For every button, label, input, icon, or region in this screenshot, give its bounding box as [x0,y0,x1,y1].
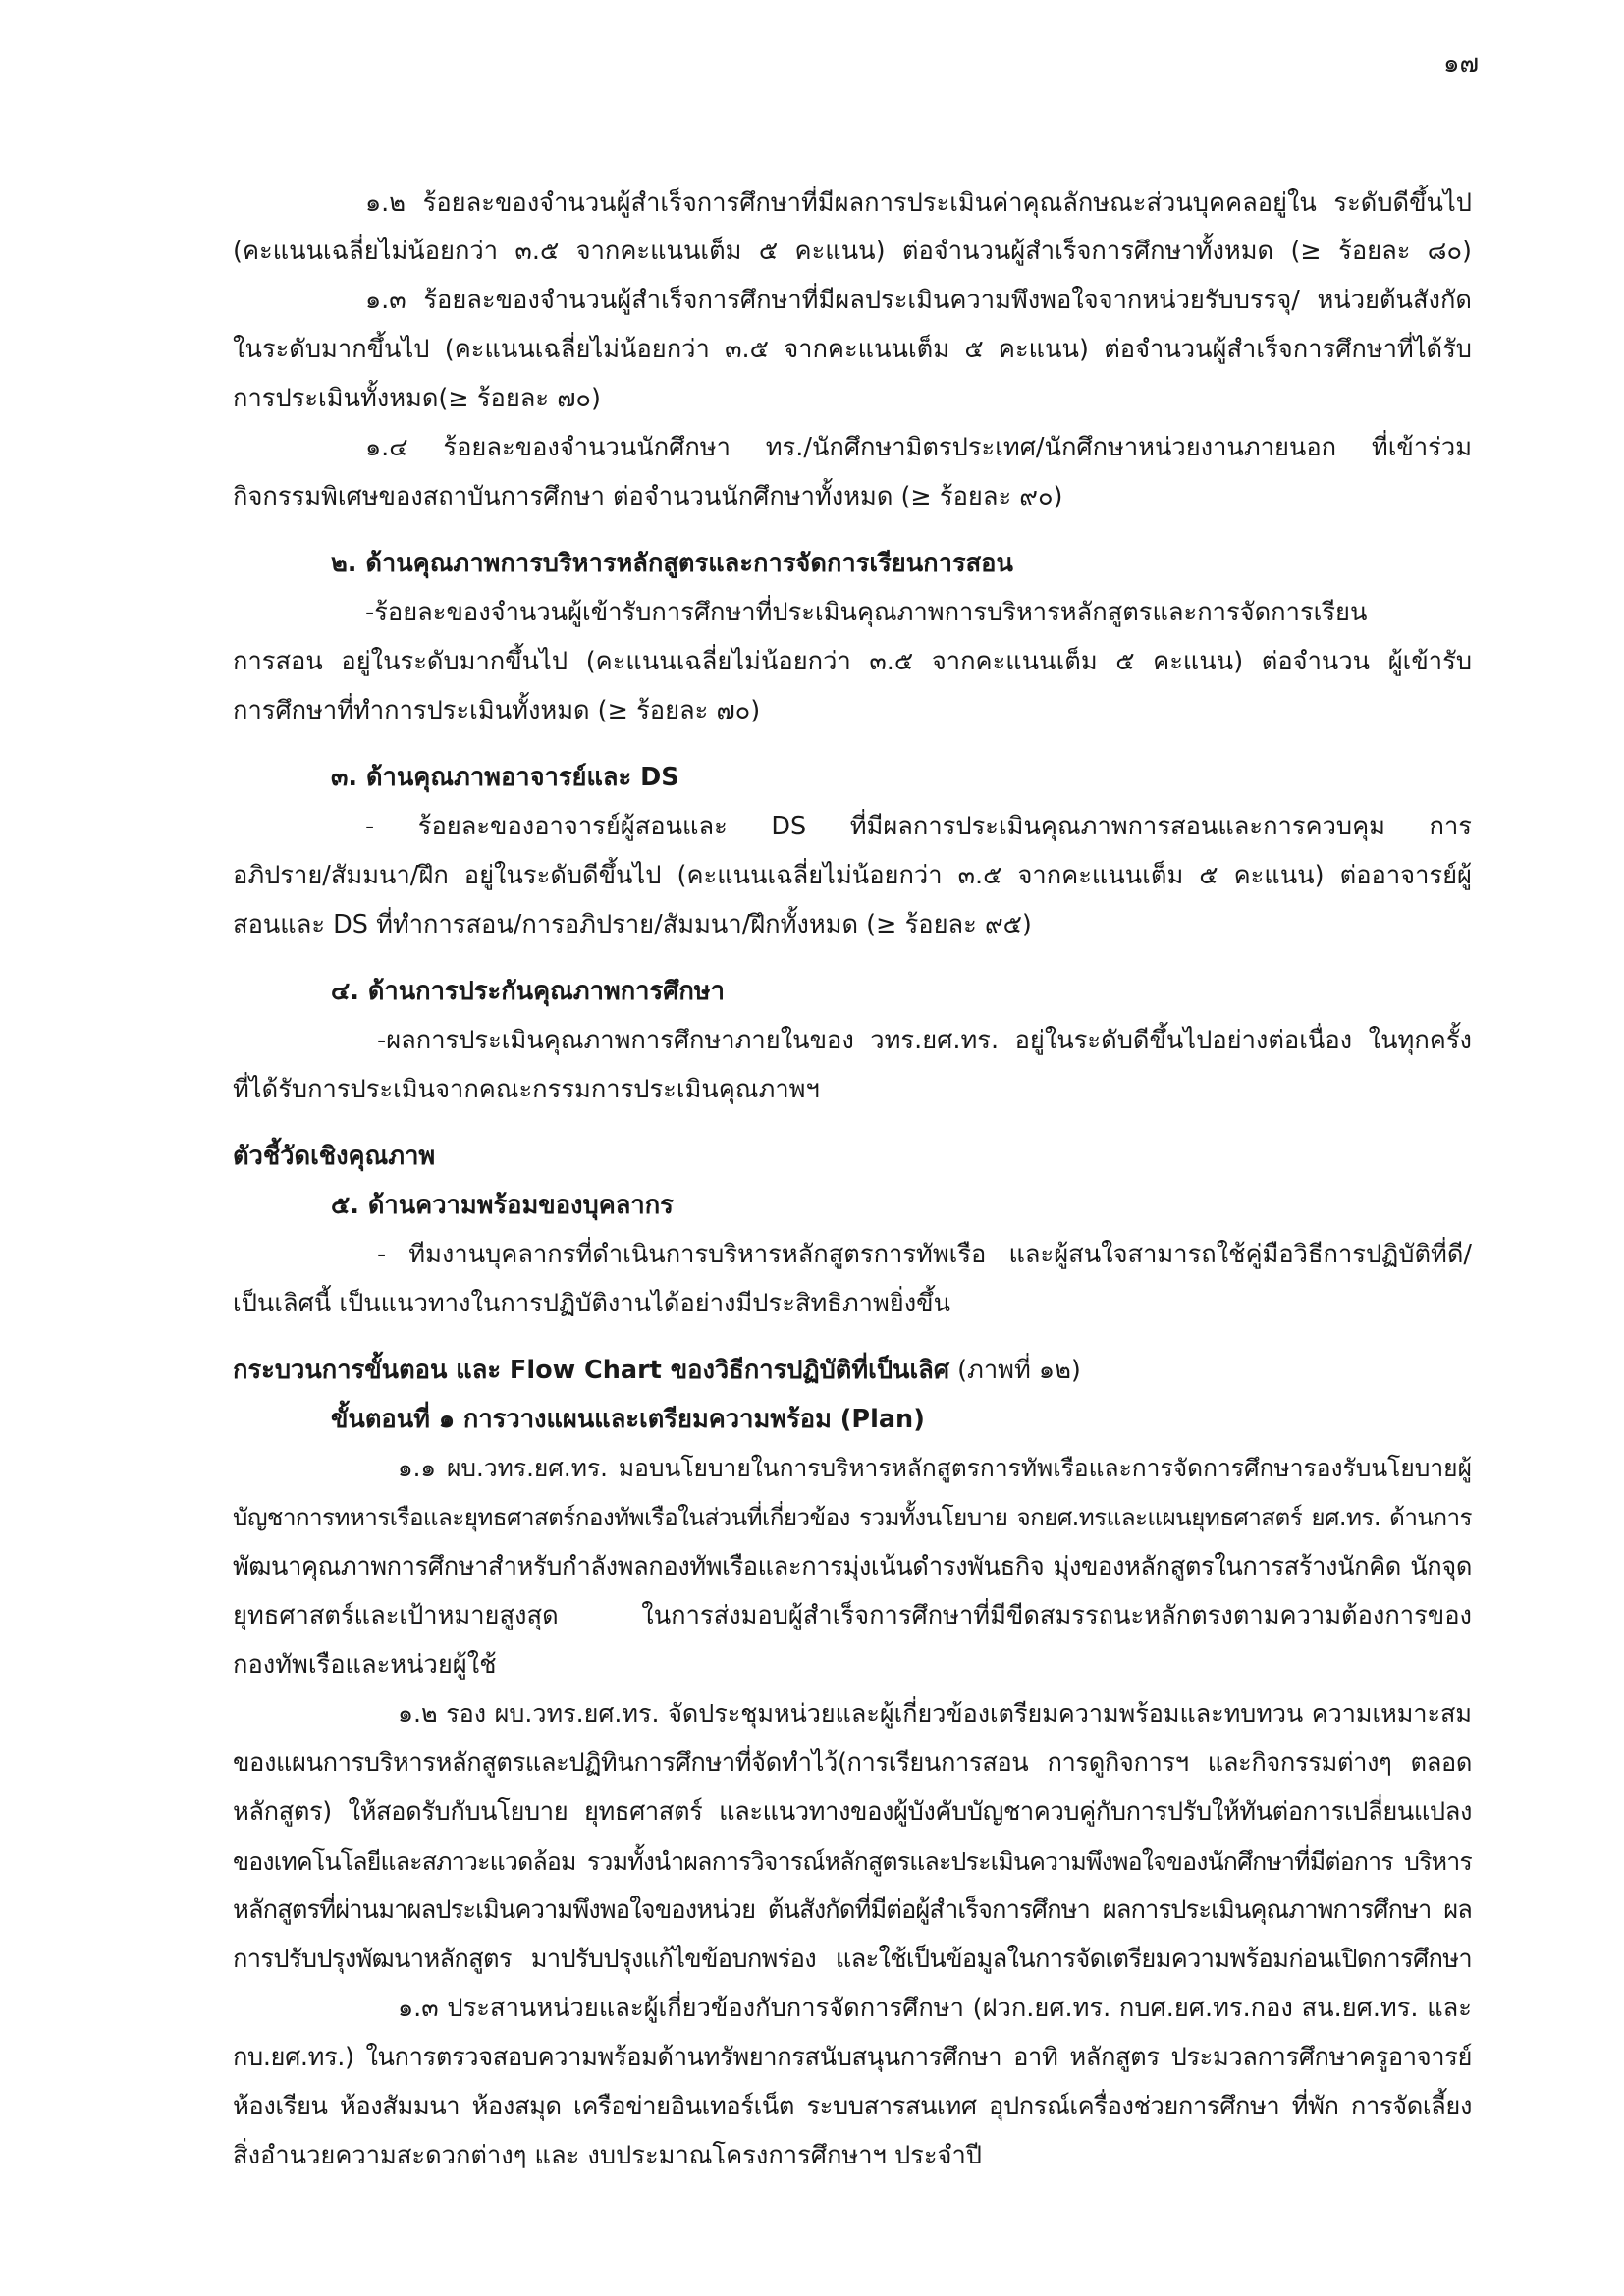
flow-chart-heading [233,1351,1472,1390]
text-line: ๑.๑ ผบ.วทร.ยศ.ทร. มอบนโยบายในการบริหารหลักสูตรการทัพเรือและการจัดการศึกษารองรับนโยบายผู้ [398,1454,1472,1482]
text-line: บัญชาการทหารเรือและยุทธศาสตร์กองทัพเรือในส่วนที่เกี่ยวข้อง รวมทั้งนโยบาย จกยศ.ทรและแผนยุทธศาสตร์ ยศ.ทร. ด้านการ [233,1503,1472,1531]
page-number: ๑๗ [1442,49,1479,79]
text-line: - ทีมงานบุคลากรที่ดำเนินการบริหารหลักสูตรการทัพเรือ และผู้สนใจสามารถใช้คู่มือวิธีการปฏิบัติที่ดี/ [377,1240,1472,1269]
section-heading: ๔. ด้านการประกันคุณภาพการศึกษา [331,977,725,1006]
text-line: - ร้อยละของอาจารย์ผู้สอนและ DS ที่มีผลการประเมินคุณภาพการสอนและการควบคุม การ [365,812,1472,841]
step-heading: ขั้นตอนที่ ๑ การวางแผนและเตรียมความพร้อม (Plan) [331,1405,925,1434]
text-line: อภิปราย/สัมมนา/ฝึก อยู่ในระดับดีขึ้นไป (คะแนนเฉลี่ยไม่น้อยกว่า ๓.๕ จากคะแนนเต็ม ๕ คะแนน) ต่ออาจารย์ผู้ [233,861,1472,890]
text-line: การศึกษาที่ทำการประเมินทั้งหมด (≥ ร้อยละ ๗๐) [233,696,761,725]
text-line: การสอน อยู่ในระดับมากขึ้นไป (คะแนนเฉลี่ยไม่น้อยกว่า ๓.๕ จากคะแนนเต็ม ๕ คะแนน) ต่อจำนวน ผู้เข้ารับ [233,647,1472,676]
text-line: ยุทธศาสตร์และเป้าหมายสูงสุด ในการส่งมอบผู้สำเร็จการศึกษาที่มีขีดสมรรถนะหลักตรงตามความต้องการของ [233,1601,1472,1630]
text-line: สิ่งอำนวยความสะดวกต่างๆ และ งบประมาณโครงการศึกษาฯ ประจำปี [233,2141,982,2170]
text-line: กิจกรรมพิเศษของสถาบันการศึกษา ต่อจำนวนนักศึกษาทั้งหมด (≥ ร้อยละ ๙๐) [233,482,1063,511]
text-line: ในระดับมากขึ้นไป (คะแนนเฉลี่ยไม่น้อยกว่า ๓.๕ จากคะแนนเต็ม ๕ คะแนน) ต่อจำนวนผู้สำเร็จการศึกษาที่ได้รับ [233,335,1472,364]
text-line: ๑.๓ ประสานหน่วยและผู้เกี่ยวข้องกับการจัดการศึกษา (ฝวก.ยศ.ทร. กบศ.ยศ.ทร.กอง สน.ยศ.ทร. และ [398,1994,1472,2023]
text-line: ๑.๒ รอง ผบ.วทร.ยศ.ทร. จัดประชุมหน่วยและผู้เกี่ยวข้องเตรียมความพร้อมและทบทวน ความเหมาะสม [398,1699,1472,1728]
text-line: (คะแนนเฉลี่ยไม่น้อยกว่า ๓.๕ จากคะแนนเต็ม ๕ คะแนน) ต่อจำนวนผู้สำเร็จการศึกษาทั้งหมด (≥ ร้อยละ ๘๐) [233,237,1472,266]
text-line: กองทัพเรือและหน่วยผู้ใช้ [233,1650,497,1680]
figure-reference: (ภาพที่ ๑๒) [949,1356,1081,1385]
text-line: กบ.ยศ.ทร.) ในการตรวจสอบความพร้อมด้านทรัพยากรสนับสนุนการศึกษา อาทิ หลักสูตร ประมวลการศึกษาครูอาจารย์ [233,2043,1472,2072]
text-line: ของแผนการบริหารหลักสูตรและปฏิทินการศึกษาที่จัดทำไว้(การเรียนการสอน การดูกิจการฯ และกิจกรรมต่างๆ ตลอด [233,1748,1472,1778]
text-line: -ผลการประเมินคุณภาพการศึกษาภายในของ วทร.ยศ.ทร. อยู่ในระดับดีขึ้นไปอย่างต่อเนื่อง ในทุกครั้ง [377,1026,1472,1055]
text-line: หลักสูตรที่ผ่านมาผลประเมินความพึงพอใจของหน่วย ต้นสังกัดที่มีต่อผู้สำเร็จการศึกษา ผลการประเมินคุณภาพการศึกษา ผล [233,1896,1472,1925]
section-heading: ตัวชี้วัดเชิงคุณภาพ [233,1142,436,1171]
text-line: เป็นเลิศนี้ เป็นแนวทางในการปฏิบัติงานได้อย่างมีประสิทธิภาพยิ่งขึ้น [233,1289,951,1318]
section-heading: ๕. ด้านความพร้อมของบุคลากร [331,1191,674,1220]
text-line: ของเทคโนโลยีและสภาวะแวดล้อม รวมทั้งนำผลการวิจารณ์หลักสูตรและประเมินความพึงพอใจของนักศึกษาที่มีต่อการ บริหาร [233,1847,1472,1876]
text-line: ห้องเรียน ห้องสัมมนา ห้องสมุด เครือข่ายอินเทอร์เน็ต ระบบสารสนเทศ อุปกรณ์เครื่องช่วยการศึกษา ที่พัก การจัดเลี้ยง [233,2092,1472,2121]
section-heading: ๒. ด้านคุณภาพการบริหารหลักสูตรและการจัดการเรียนการสอน [331,549,1013,578]
text-line: ที่ได้รับการประเมินจากคณะกรรมการประเมินคุณภาพฯ [233,1075,820,1104]
text-line: ๑.๔ ร้อยละของจำนวนนักศึกษา ทร./นักศึกษามิตรประเทศ/นักศึกษาหน่วยงานภายนอก ที่เข้าร่วม [365,433,1472,462]
text-line: -ร้อยละของจำนวนผู้เข้ารับการศึกษาที่ประเมินคุณภาพการบริหารหลักสูตรและการจัดการเรียน [365,598,1368,627]
text-line: ๑.๓ ร้อยละของจำนวนผู้สำเร็จการศึกษาที่มีผลประเมินความพึงพอใจจากหน่วยรับบรรจุ/ หน่วยต้นสังกัด [365,286,1472,315]
text-line: สอนและ DS ที่ทำการสอน/การอภิปราย/สัมมนา/ฝึกทั้งหมด (≥ ร้อยละ ๙๕) [233,910,1032,939]
text-line: การประเมินทั้งหมด(≥ ร้อยละ ๗๐) [233,384,601,413]
text-line: พัฒนาคุณภาพการศึกษาสำหรับกำลังพลกองทัพเรือและการมุ่งเน้นดำรงพันธกิจ มุ่งของหลักสูตรในการสร้างนักคิด นักจุด [233,1552,1472,1581]
text-line: ๑.๒ ร้อยละของจำนวนผู้สำเร็จการศึกษาที่มีผลการประเมินค่าคุณลักษณะส่วนบุคคลอยู่ใน ระดับดีขึ้นไป [365,188,1472,218]
flow-chart-title: กระบวนการขั้นตอน และ Flow Chart ของวิธีการปฏิบัติที่เป็นเลิศ [233,1356,949,1385]
text-line: การปรับปรุงพัฒนาหลักสูตร มาปรับปรุงแก้ไขข้อบกพร่อง และใช้เป็นข้อมูลในการจัดเตรียมความพร้อมก่อนเปิดการศึกษา [233,1945,1472,1974]
section-heading: ๓. ด้านคุณภาพอาจารย์และ DS [331,763,679,792]
text-line: หลักสูตร) ให้สอดรับกับนโยบาย ยุทธศาสตร์ และแนวทางของผู้บังคับบัญชาควบคู่กับการปรับให้ทันต่อการเปลี่ยนแปลง [233,1797,1472,1827]
